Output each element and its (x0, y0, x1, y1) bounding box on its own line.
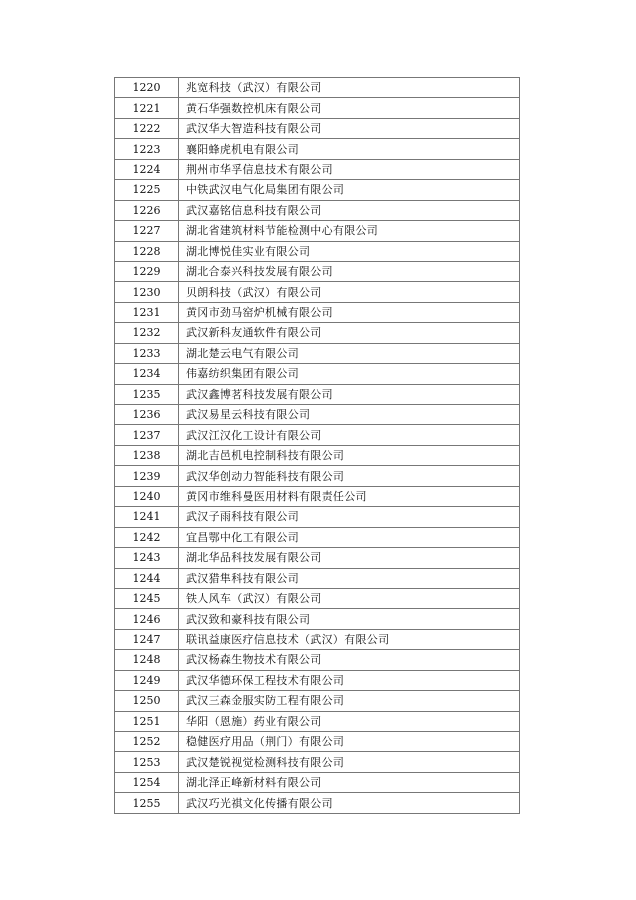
table-row (115, 445, 520, 465)
company-name: 湖北合泰兴科技发展有限公司 (179, 261, 520, 281)
row-number: 1226 (115, 200, 179, 220)
row-number: 1241 (115, 507, 179, 527)
row-number: 1236 (115, 405, 179, 425)
table-row (115, 180, 520, 200)
row-number: 1251 (115, 711, 179, 731)
row-number: 1234 (115, 364, 179, 384)
company-name: 湖北泽正峰新材料有限公司 (179, 772, 520, 792)
company-name: 武汉子雨科技有限公司 (179, 507, 520, 527)
table-row (115, 343, 520, 363)
table-row (115, 527, 520, 547)
table-row (115, 670, 520, 690)
row-number: 1222 (115, 118, 179, 138)
row-number: 1242 (115, 527, 179, 547)
company-name: 湖北吉邑机电控制科技有限公司 (179, 445, 520, 465)
table-row (115, 772, 520, 792)
row-number: 1229 (115, 261, 179, 281)
table-row (115, 118, 520, 138)
company-name: 湖北楚云电气有限公司 (179, 343, 520, 363)
company-name: 武汉巧光祺文化传播有限公司 (179, 793, 520, 813)
table-row (115, 241, 520, 261)
table-row (115, 650, 520, 670)
company-name: 武汉华创动力智能科技有限公司 (179, 466, 520, 486)
table-row (115, 752, 520, 772)
row-number: 1230 (115, 282, 179, 302)
company-name: 武汉杨森生物技术有限公司 (179, 650, 520, 670)
company-name: 湖北华品科技发展有限公司 (179, 548, 520, 568)
company-name: 武汉猎隼科技有限公司 (179, 568, 520, 588)
row-number: 1250 (115, 691, 179, 711)
company-name: 武汉江汉化工设计有限公司 (179, 425, 520, 445)
row-number: 1249 (115, 670, 179, 690)
row-number: 1233 (115, 343, 179, 363)
table-row (115, 384, 520, 404)
company-name: 贝朗科技（武汉）有限公司 (179, 282, 520, 302)
company-name: 伟嘉纺织集团有限公司 (179, 364, 520, 384)
company-name: 宜昌鄂中化工有限公司 (179, 527, 520, 547)
table-row (115, 629, 520, 649)
row-number: 1220 (115, 78, 179, 98)
row-number: 1239 (115, 466, 179, 486)
row-number: 1255 (115, 793, 179, 813)
table-row (115, 323, 520, 343)
company-name: 武汉楚锐视觉检测科技有限公司 (179, 752, 520, 772)
row-number: 1253 (115, 752, 179, 772)
table-row (115, 261, 520, 281)
table-row (115, 98, 520, 118)
company-name: 湖北省建筑材料节能检测中心有限公司 (179, 221, 520, 241)
table-row (115, 159, 520, 179)
row-number: 1225 (115, 180, 179, 200)
row-number: 1248 (115, 650, 179, 670)
row-number: 1231 (115, 302, 179, 322)
row-number: 1221 (115, 98, 179, 118)
table-row (115, 78, 520, 98)
company-name: 武汉新科友通软件有限公司 (179, 323, 520, 343)
row-number: 1246 (115, 609, 179, 629)
company-name: 铁人风车（武汉）有限公司 (179, 588, 520, 608)
company-name: 黄冈市劲马窑炉机械有限公司 (179, 302, 520, 322)
company-name: 武汉三森金服实防工程有限公司 (179, 691, 520, 711)
table-row (115, 711, 520, 731)
row-number: 1252 (115, 732, 179, 752)
company-name: 联讯益康医疗信息技术（武汉）有限公司 (179, 629, 520, 649)
row-number: 1244 (115, 568, 179, 588)
company-name: 武汉华德环保工程技术有限公司 (179, 670, 520, 690)
table-row (115, 425, 520, 445)
company-name: 武汉华大智造科技有限公司 (179, 118, 520, 138)
row-number: 1238 (115, 445, 179, 465)
table-row (115, 139, 520, 159)
company-name: 华阳（恩施）药业有限公司 (179, 711, 520, 731)
row-number: 1243 (115, 548, 179, 568)
table-row (115, 200, 520, 220)
row-number: 1240 (115, 486, 179, 506)
table-row (115, 364, 520, 384)
company-name: 黄石华强数控机床有限公司 (179, 98, 520, 118)
row-number: 1237 (115, 425, 179, 445)
company-name: 稳健医疗用品（荆门）有限公司 (179, 732, 520, 752)
row-number: 1245 (115, 588, 179, 608)
row-number: 1228 (115, 241, 179, 261)
row-number: 1232 (115, 323, 179, 343)
company-name: 襄阳蜂虎机电有限公司 (179, 139, 520, 159)
company-name: 荆州市华孚信息技术有限公司 (179, 159, 520, 179)
table-row (115, 548, 520, 568)
table-row (115, 691, 520, 711)
row-number: 1247 (115, 629, 179, 649)
table-row (115, 609, 520, 629)
table-row (115, 405, 520, 425)
table-row (115, 221, 520, 241)
table-row (115, 568, 520, 588)
company-name: 武汉易星云科技有限公司 (179, 405, 520, 425)
row-number: 1254 (115, 772, 179, 792)
table-body (115, 78, 520, 814)
company-name: 武汉嘉铭信息科技有限公司 (179, 200, 520, 220)
table-row (115, 732, 520, 752)
table-row (115, 588, 520, 608)
row-number: 1224 (115, 159, 179, 179)
row-number: 1227 (115, 221, 179, 241)
table-row (115, 302, 520, 322)
table-row (115, 486, 520, 506)
row-number: 1223 (115, 139, 179, 159)
company-list-table (114, 77, 520, 814)
table-row (115, 282, 520, 302)
company-name: 武汉鑫博茗科技发展有限公司 (179, 384, 520, 404)
table-row (115, 466, 520, 486)
row-number: 1235 (115, 384, 179, 404)
company-name: 中铁武汉电气化局集团有限公司 (179, 180, 520, 200)
company-name: 武汉致和豪科技有限公司 (179, 609, 520, 629)
company-name: 黄冈市维科曼医用材料有限责任公司 (179, 486, 520, 506)
table-row (115, 793, 520, 813)
company-name: 湖北博悦佳实业有限公司 (179, 241, 520, 261)
company-name: 兆宽科技（武汉）有限公司 (179, 78, 520, 98)
table-row (115, 507, 520, 527)
